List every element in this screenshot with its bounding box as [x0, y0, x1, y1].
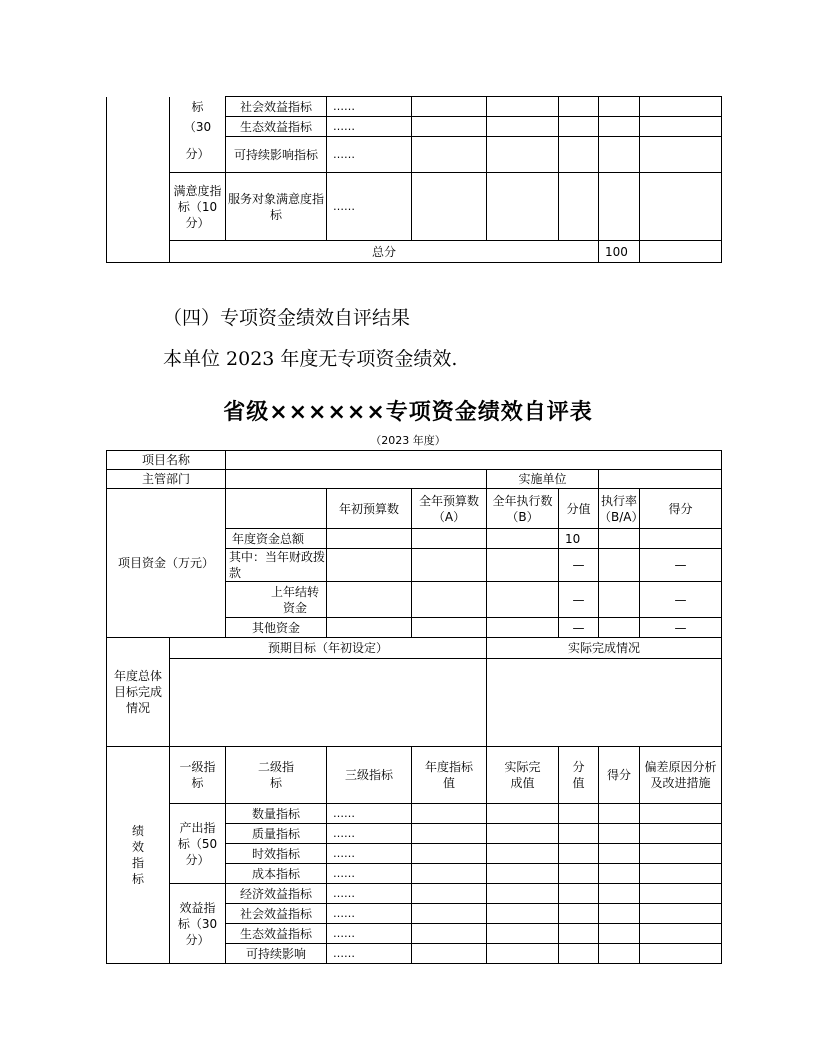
sustain-impact-value: …… — [327, 137, 412, 173]
col-score-value: 分值 — [559, 489, 599, 529]
col-actual: 实际完成值 — [487, 747, 559, 804]
expected-goal-value — [170, 659, 487, 747]
impl-unit-value — [599, 470, 722, 489]
indicator-row-label: 时效指标 — [226, 844, 327, 864]
fund-row-label: 其他资金 — [226, 618, 327, 638]
col-level1: 一级指标 — [170, 747, 226, 804]
indicator-row-value: …… — [327, 844, 412, 864]
indicator-row-label: 可持续影响 — [226, 944, 327, 964]
section-body: 本单位 2023 年度无专项资金绩效. — [163, 348, 458, 370]
indicator-row-value: …… — [327, 804, 412, 824]
impl-unit-label: 实施单位 — [487, 470, 599, 489]
indicator-row-label: 数量指标 — [226, 804, 327, 824]
form-subtitle: （2023 年度） — [370, 434, 446, 447]
indicator-row-label: 经济效益指标 — [226, 884, 327, 904]
benefit-score-unit-top: 分） — [170, 137, 226, 173]
goal-label: 年度总体目标完成情况 — [107, 638, 170, 747]
fund-row-label: 年度资金总额 — [226, 529, 327, 549]
col-full-budget: 全年预算数（A） — [412, 489, 487, 529]
expected-goal-header: 预期目标（年初设定） — [170, 638, 487, 659]
form-title: 省级××××××专项资金绩效自评表 — [223, 400, 593, 425]
sustain-impact-label: 可持续影响指标 — [226, 137, 327, 173]
eco-benefit-label: 生态效益指标 — [226, 117, 327, 137]
benefit-score-label-top: （30 — [170, 117, 226, 137]
col-exec-amount: 全年执行数（B） — [487, 489, 559, 529]
indicator-row-label: 生态效益指标 — [226, 924, 327, 944]
eco-benefit-value: …… — [327, 117, 412, 137]
indicator-row-label: 社会效益指标 — [226, 904, 327, 924]
indicator-row-value: …… — [327, 884, 412, 904]
fund-row-label: 其中：当年财政拨款 — [226, 549, 327, 582]
project-name-label: 项目名称 — [107, 451, 226, 470]
col-score-value: 分值 — [559, 747, 599, 804]
section-heading: （四）专项资金绩效自评结果 — [163, 307, 411, 329]
self-evaluation-form — [106, 450, 722, 964]
col-score: 得分 — [599, 747, 640, 804]
top-continuation-table — [106, 96, 722, 263]
indicator-row-value: …… — [327, 904, 412, 924]
dept-label: 主管部门 — [107, 470, 226, 489]
fund-row-score-value: 10 — [559, 529, 599, 549]
fund-row-score-value: — — [559, 582, 599, 618]
benefit-indicator-label: 效益指标（30分） — [170, 884, 226, 964]
indicator-row-value: …… — [327, 824, 412, 844]
col-init-budget: 年初预算数 — [327, 489, 412, 529]
satisfaction-value: …… — [327, 173, 412, 241]
col-score: 得分 — [640, 489, 722, 529]
indicator-row-value: …… — [327, 924, 412, 944]
total-score-label: 总分 — [170, 241, 599, 263]
fund-label: 项目资金（万元） — [107, 489, 226, 638]
performance-indicator-label: 绩效指标 — [107, 747, 170, 964]
dept-value — [226, 470, 487, 489]
satisfaction-indicator-label: 满意度指标（10分） — [170, 173, 226, 241]
indicator-row-label: 质量指标 — [226, 824, 327, 844]
social-benefit-value: …… — [327, 97, 412, 117]
fund-row-score-value: — — [559, 618, 599, 638]
col-deviation: 偏差原因分析及改进措施 — [640, 747, 722, 804]
indicator-row-value: …… — [327, 864, 412, 884]
col-exec-rate: 执行率（B/A） — [599, 489, 640, 529]
fund-row-score — [640, 529, 722, 549]
fund-row-score-value: — — [559, 549, 599, 582]
col-target: 年度指标值 — [412, 747, 487, 804]
output-indicator-label: 产出指标（50分） — [170, 804, 226, 884]
satisfaction-sub-label: 服务对象满意度指标 — [226, 173, 327, 241]
total-score-value: 100 — [599, 241, 640, 263]
actual-completion-header: 实际完成情况 — [487, 638, 722, 659]
fund-row-label: 上年结转资金 — [226, 582, 327, 618]
col-level3: 三级指标 — [327, 747, 412, 804]
col-level2: 二级指标 — [226, 747, 327, 804]
project-name-value — [226, 451, 722, 470]
benefit-indicator-label-top: 标 — [170, 97, 226, 117]
indicator-row-value: …… — [327, 944, 412, 964]
fund-row-score: — — [640, 549, 722, 582]
fund-row-score: — — [640, 582, 722, 618]
social-benefit-label: 社会效益指标 — [226, 97, 327, 117]
fund-row-score: — — [640, 618, 722, 638]
indicator-row-label: 成本指标 — [226, 864, 327, 884]
actual-completion-value — [487, 659, 722, 747]
